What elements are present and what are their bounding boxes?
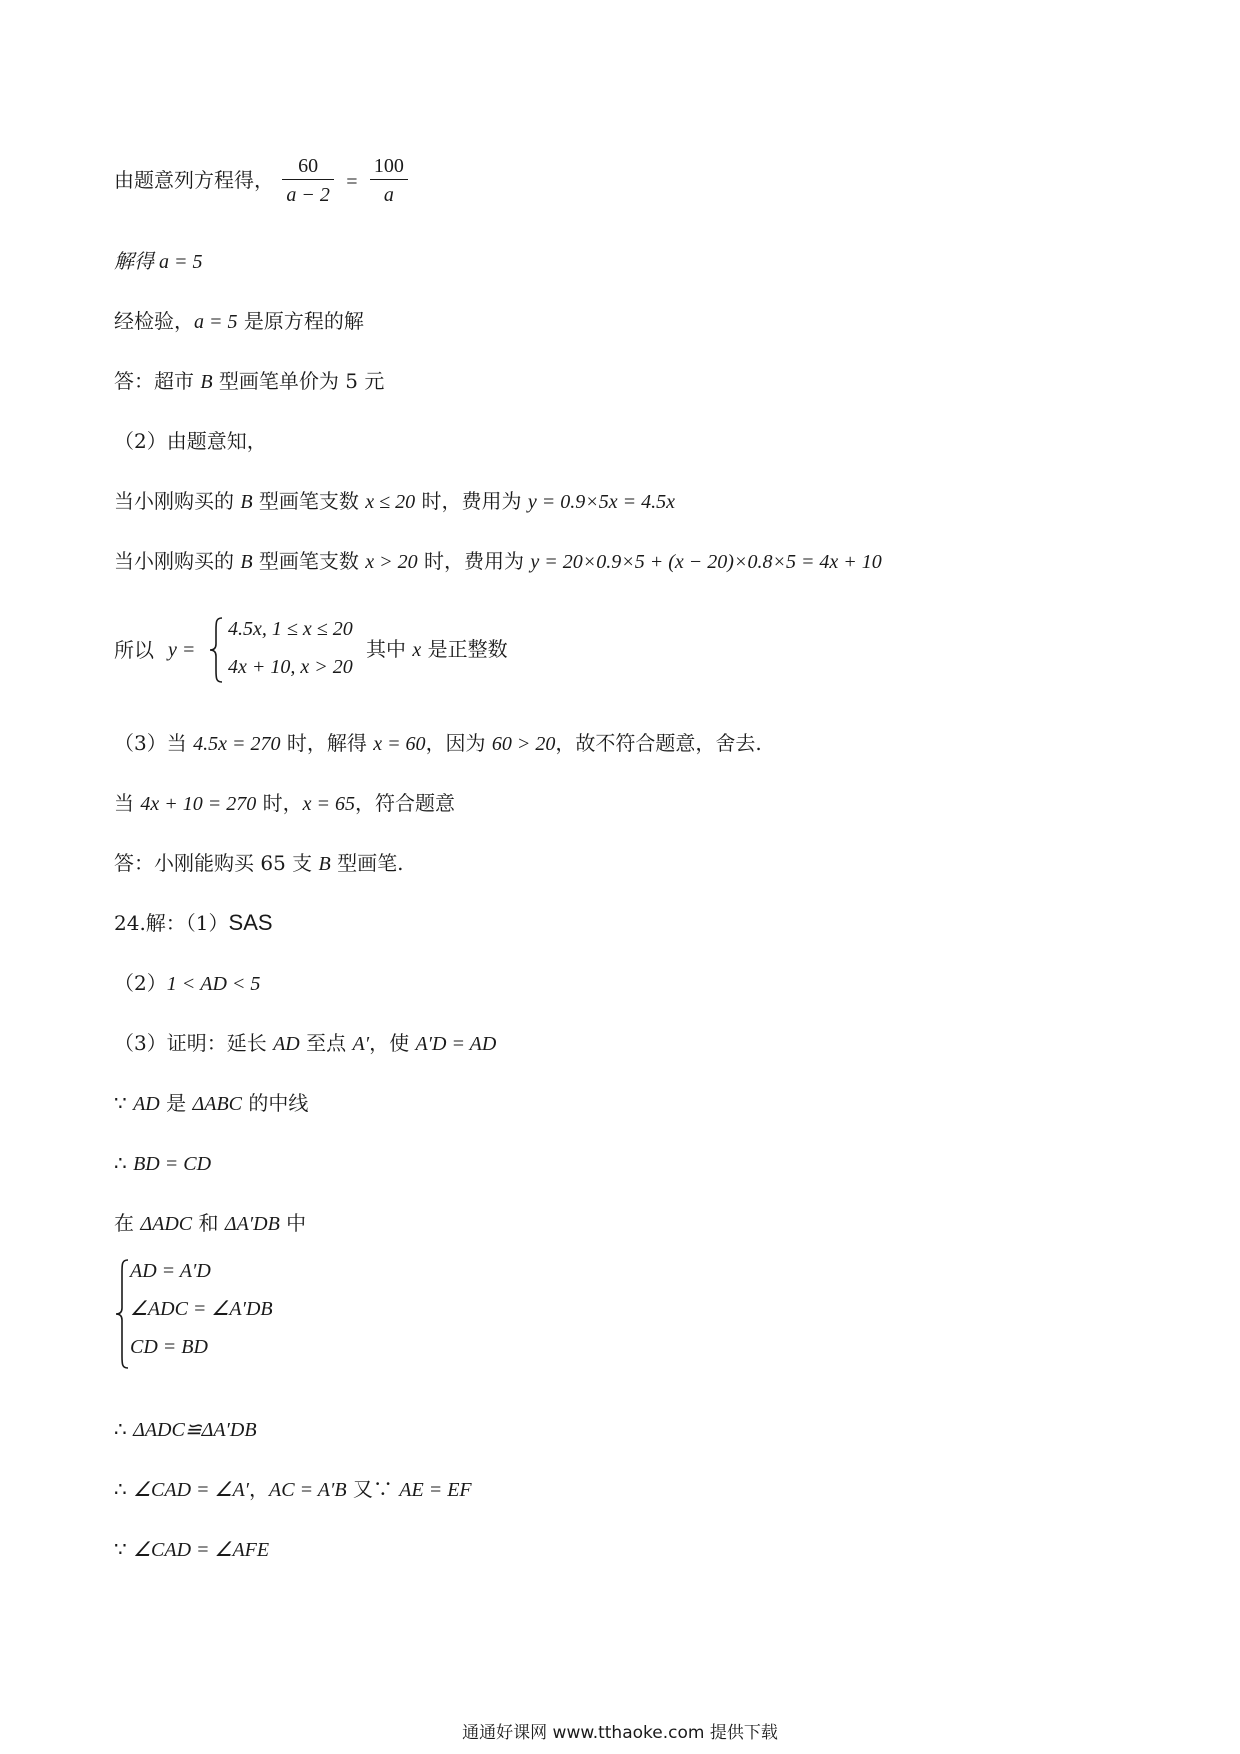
tri-intro-a: 在 <box>114 1211 141 1235</box>
case-2-math-f: y = 20×0.9×5 + (x − 20)×0.8×5 = 4x + 10 <box>530 551 882 573</box>
angle-afe-line <box>114 1534 269 1565</box>
equation-line-1 <box>114 150 410 212</box>
fraction-right-denominator: a <box>370 179 408 210</box>
part-2-text: （2）由题意知， <box>114 429 267 453</box>
q24-p2-label: （2） <box>114 971 167 995</box>
q24-sas: SAS <box>228 910 273 935</box>
case-1-math-b: B <box>240 491 253 513</box>
proof-e: ，使 <box>369 1031 416 1055</box>
answer-2-b: B <box>318 853 331 875</box>
because-median-line <box>114 1088 308 1119</box>
case-2-text-a: 当小刚购买的 <box>114 549 241 573</box>
answer-1-prefix: 答：超市 <box>114 369 201 393</box>
piecewise-case-2: 4x + 10, x > 20 <box>228 656 353 678</box>
fraction-right-numerator: 100 <box>373 155 404 177</box>
q24-part-2 <box>114 968 260 999</box>
p3-text-a: （3）当 <box>114 731 194 755</box>
case-1-math-f: y = 0.9×5x = 4.5x <box>527 491 675 513</box>
p3b-math-b: 4x + 10 = 270 <box>140 793 257 815</box>
q24-p2-math: 1 < AD < 5 <box>166 973 261 995</box>
equals-sign: = <box>346 170 358 193</box>
piecewise-function <box>114 612 714 692</box>
verification-prefix: 经检验， <box>114 309 194 333</box>
condition-1: AD = A′D <box>130 1260 211 1282</box>
part-3-line-1 <box>114 728 762 759</box>
cost-case-1-line <box>114 486 675 517</box>
answer-2-c: 型画笔. <box>330 851 404 875</box>
proof-c: 至点 <box>299 1031 353 1055</box>
case-1-text-a: 当小刚购买的 <box>114 489 241 513</box>
condition-3: CD = BD <box>130 1336 208 1358</box>
left-brace-icon <box>114 1258 130 1370</box>
line-1-prefix: 由题意列方程得， <box>114 168 274 192</box>
page-footer: 通通好课网 www.tthaoke.com 提供下载 <box>462 1723 778 1743</box>
p3b-text-a: 当 <box>114 791 141 815</box>
piecewise-note-a: 其中 <box>366 637 413 661</box>
median-text-c: 是 <box>159 1091 193 1115</box>
fraction-left-denominator: a − 2 <box>282 179 334 210</box>
answer-2-a: 答：小刚能购买 65 支 <box>114 851 319 875</box>
fraction-left <box>282 153 334 210</box>
p3-math-f: 60 > 20 <box>491 733 556 755</box>
proof-b: AD <box>273 1033 300 1055</box>
median-ad: AD <box>133 1093 160 1115</box>
p3-text-c: 时，解得 <box>280 731 374 755</box>
case-2-text-c: 型画笔支数 <box>252 549 366 573</box>
piecewise-prefix: 所以 <box>114 638 154 662</box>
median-triangle: ΔABC <box>192 1093 242 1115</box>
median-text-e: 的中线 <box>242 1091 309 1115</box>
therefore-symbol-3: ∴ <box>114 1477 134 1501</box>
fraction-right <box>370 153 408 210</box>
p3b-math-d: x = 65 <box>302 793 355 815</box>
congruence-conclusion <box>114 1414 257 1445</box>
q24-label: 24.解：（1） <box>114 911 229 935</box>
case-1-text-e: 时，费用为 <box>415 489 528 513</box>
p3-text-e: ，因为 <box>425 731 492 755</box>
congruence-math: ΔADC≌ΔA′DB <box>133 1419 257 1441</box>
condition-2: ∠ADC = ∠A′DB <box>130 1298 273 1320</box>
answer-1-math: B <box>200 371 213 393</box>
answer-line-2 <box>114 848 403 879</box>
piecewise-note-x: x <box>412 639 422 661</box>
verification-math: a = 5 <box>194 311 238 333</box>
p3b-text-c: 时， <box>256 791 303 815</box>
because-symbol-2: ∵ <box>114 1537 134 1561</box>
piecewise-case-1: 4.5x, 1 ≤ x ≤ 20 <box>228 618 353 640</box>
p3-math-b: 4.5x = 270 <box>193 733 281 755</box>
also-because: 又∵ <box>346 1477 400 1501</box>
piecewise-note-b: 是正整数 <box>421 637 508 661</box>
angle-cad-eq: ∠CAD = ∠A′ <box>133 1479 250 1501</box>
solution-text: 解得 a = 5 <box>114 251 203 273</box>
solution-line <box>114 246 203 277</box>
ac-eq-ab: AC = A′B <box>269 1479 347 1501</box>
congruence-conditions <box>114 1256 514 1374</box>
proof-f: A′D = AD <box>415 1033 497 1055</box>
p3-math-d: x = 60 <box>373 733 426 755</box>
q24-part-3-proof-start <box>114 1028 496 1059</box>
case-2-text-e: 时，费用为 <box>417 549 531 573</box>
verification-suffix: 是原方程的解 <box>237 309 364 333</box>
left-brace-icon <box>208 616 224 684</box>
case-2-math-b: B <box>240 551 253 573</box>
part-2-heading <box>114 426 267 456</box>
tri-adb: ΔA′DB <box>224 1213 280 1235</box>
case-1-math-d: x ≤ 20 <box>365 491 416 513</box>
part-3-line-2 <box>114 788 455 819</box>
comma: ， <box>249 1477 270 1501</box>
because-symbol: ∵ <box>114 1091 134 1115</box>
case-2-math-d: x > 20 <box>365 551 418 573</box>
piecewise-note <box>366 634 508 665</box>
case-1-text-c: 型画笔支数 <box>252 489 366 513</box>
p3b-text-e: ，符合题意 <box>354 791 455 815</box>
fraction-left-numerator: 60 <box>298 155 319 177</box>
answer-1-suffix: 型画笔单价为 5 元 <box>212 369 385 393</box>
therefore-symbol-2: ∴ <box>114 1417 134 1441</box>
proof-d: A′ <box>352 1033 370 1055</box>
bd-eq-cd: BD = CD <box>133 1153 212 1175</box>
tri-intro-c: 和 <box>192 1211 225 1235</box>
piecewise-y-eq: y = <box>168 639 196 661</box>
angle-cad-afe: ∠CAD = ∠AFE <box>133 1539 270 1561</box>
cost-case-2-line <box>114 546 882 577</box>
tri-intro-e: 中 <box>279 1211 307 1235</box>
therefore-symbol-1: ∴ <box>114 1151 134 1175</box>
angle-equality-line <box>114 1474 472 1505</box>
triangles-intro <box>114 1208 306 1239</box>
q24-part-1 <box>114 908 273 938</box>
proof-a: （3）证明：延长 <box>114 1031 274 1055</box>
verification-line <box>114 306 364 337</box>
ae-eq-ef: AE = EF <box>399 1479 472 1501</box>
p3-text-g: ，故不符合题意，舍去. <box>555 731 762 755</box>
tri-adc: ΔADC <box>140 1213 193 1235</box>
answer-line-1 <box>114 366 384 397</box>
therefore-bd-cd <box>114 1148 211 1179</box>
